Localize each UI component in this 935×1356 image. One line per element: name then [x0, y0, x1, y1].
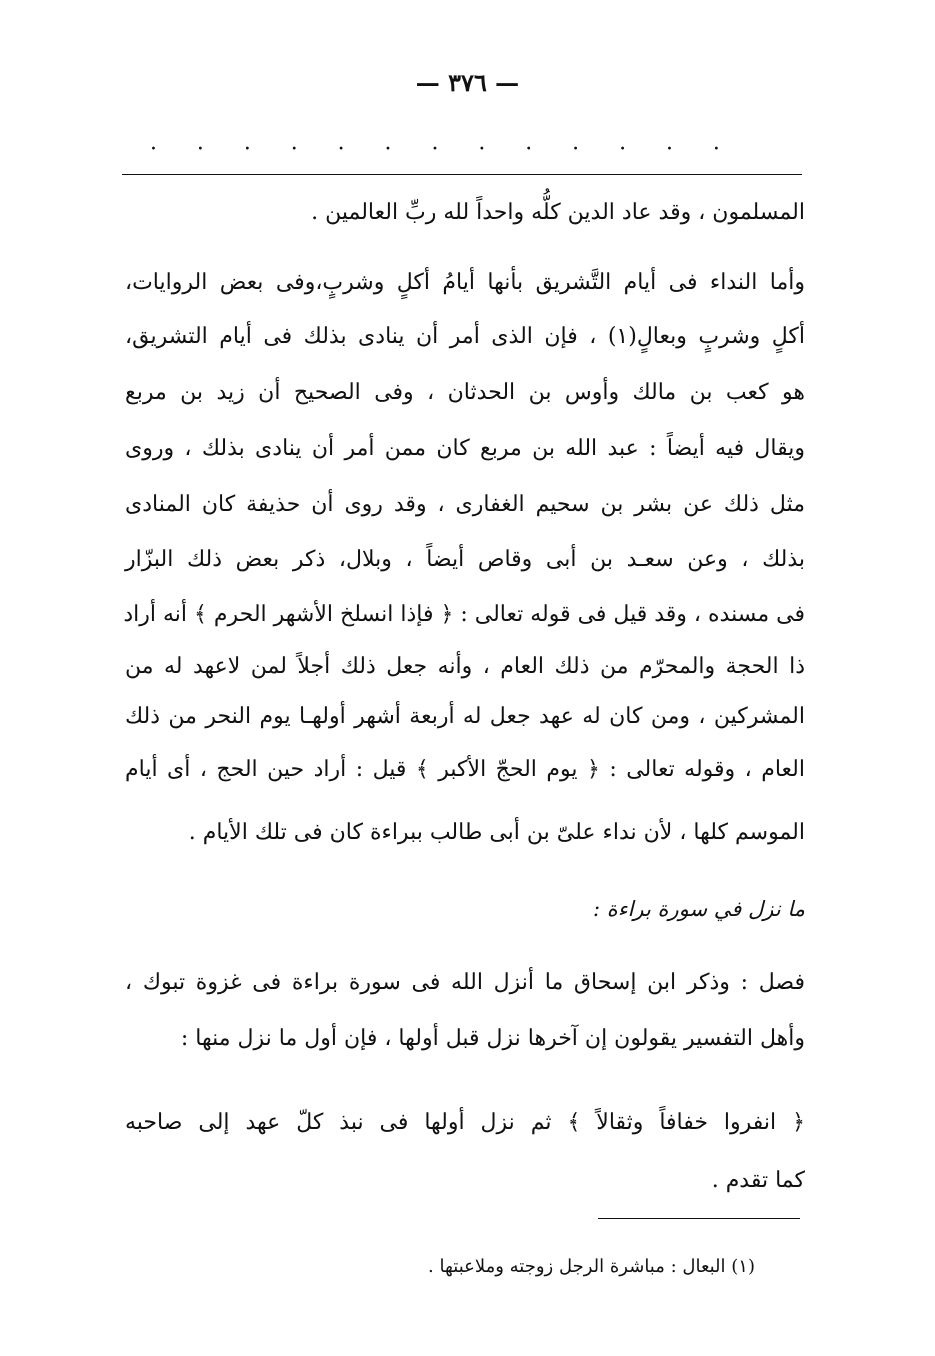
- text-line: وأهل التفسير يقولون إن آخرها نزل قبل أولها ، فإن أول ما نزل منها :: [180, 1026, 805, 1051]
- dotted-separator: · · · · · · · · · · · · ·: [150, 137, 720, 162]
- text-line: ويقال فيه أيضاً : عبد الله بن مربع كان ممن أمر أن ينادى بذلك ، وروى: [125, 436, 805, 461]
- text-line: كما تقدم .: [711, 1168, 805, 1193]
- text-line: المشركين ، ومن كان له عهد جعل له أربعة أشهر أولهـا يوم النحر من ذلك: [125, 704, 805, 729]
- text-line: بذلك ، وعن سعـد بن أبى وقاص أيضاً ، وبلال، ذكر بعض ذلك البزّار: [125, 547, 805, 572]
- text-line: وأما النداء فى أيام التَّشريق بأنها أيامُ أكلٍ وشربٍ،وفى بعض الروايات،: [125, 270, 805, 295]
- text-line: فصل : وذكر ابن إسحاق ما أنزل الله فى سورة براءة فى غزوة تبوك ،: [125, 970, 805, 995]
- page-number: — ٣٧٦ —: [415, 68, 520, 97]
- text-line: أكلٍ وشربٍ وبعالٍ(١) ، فإن الذى أمر أن ينادى بذلك فى أيام التشريق،: [125, 324, 805, 349]
- footnote-rule: [598, 1218, 800, 1219]
- text-line: العام ، وقوله تعالى : ﴿ يوم الحجّ الأكبر ﴾ قيل : أراد حين الحج ، أى أيام: [125, 757, 805, 782]
- header-rule: [122, 174, 802, 175]
- text-line: ﴿ انفروا خفافاً وثقالاً ﴾ ثم نزل أولها فى نبذ كلّ عهد إلى صاحبه: [125, 1110, 805, 1135]
- text-line: الموسم كلها ، لأن نداء علىّ بن أبى طالب ببراءة كان فى تلك الأيام .: [188, 820, 805, 845]
- text-line: المسلمون ، وقد عاد الدين كلُّه واحداً لله ربِّ العالمين .: [311, 200, 805, 225]
- text-line: هو كعب بن مالك وأوس بن الحدثان ، وفى الصحيح أن زيد بن مربع: [125, 380, 805, 405]
- text-line: مثل ذلك عن بشر بن سحيم الغفارى ، وقد روى أن حذيفة كان المنادى: [125, 492, 805, 517]
- section-heading: ما نزل في سورة براءة :: [592, 897, 805, 921]
- footnote: (١) البعال : مباشرة الرجل زوجته وملاعبتها .: [428, 1256, 755, 1277]
- text-line: فى مسنده ، وقد قيل فى قوله تعالى : ﴿ فإذا انسلخ الأشهر الحرم ﴾ أنه أراد: [123, 602, 805, 627]
- text-line: ذا الحجة والمحرّم من ذلك العام ، وأنه جعل ذلك أجلاً لمن لاعهد له من: [125, 654, 805, 679]
